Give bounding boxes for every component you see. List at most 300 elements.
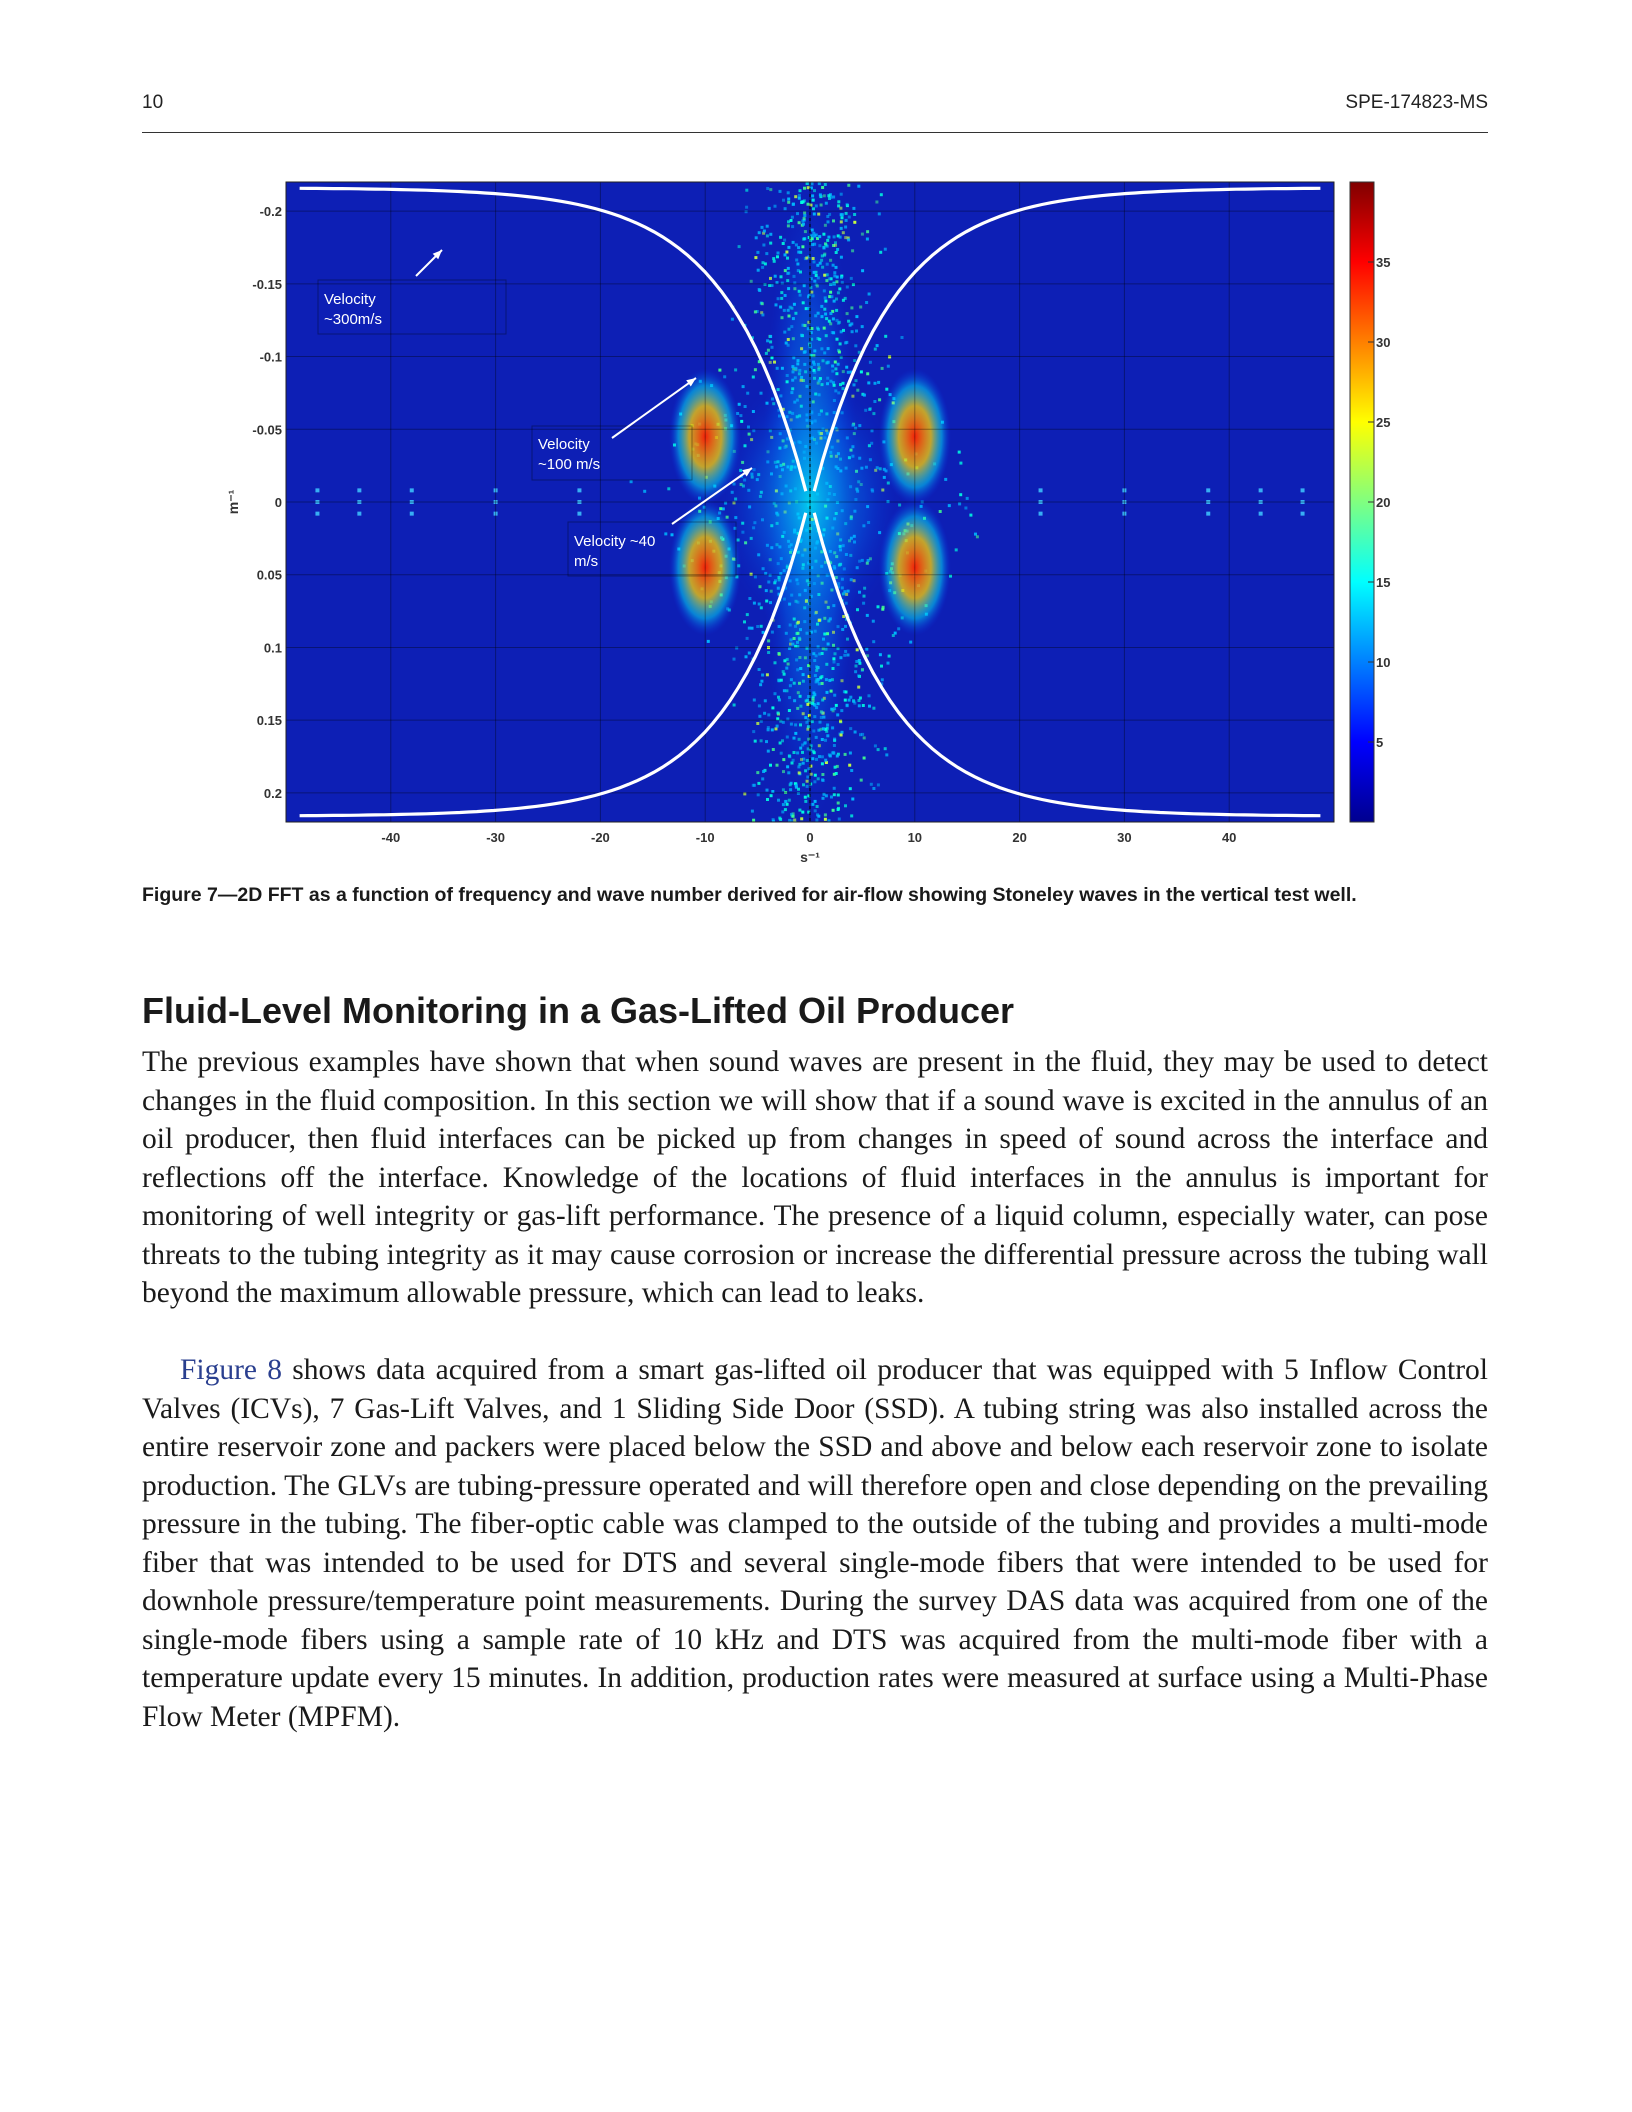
heat-speck: [779, 190, 782, 193]
heat-speck: [799, 667, 802, 670]
heat-speck: [844, 341, 847, 344]
heat-speck: [813, 715, 816, 718]
heat-speck: [839, 656, 842, 659]
heat-speck: [818, 653, 821, 656]
heat-speck: [835, 372, 838, 375]
heat-speck: [835, 704, 838, 707]
heat-speck: [774, 692, 777, 695]
heat-speck: [839, 236, 842, 239]
heat-speck: [816, 264, 819, 267]
heat-speck: [822, 233, 825, 236]
line-feature: [1039, 512, 1043, 516]
heat-speck: [769, 233, 772, 236]
heat-speck: [854, 670, 857, 673]
heat-speck: [894, 632, 897, 635]
heat-speck: [788, 709, 791, 712]
heat-speck: [755, 236, 758, 239]
heat-speck: [797, 246, 800, 249]
heat-speck: [811, 243, 814, 246]
heat-speck: [834, 361, 837, 364]
heat-speck: [798, 197, 801, 200]
heat-speck: [798, 682, 801, 685]
line-feature: [1259, 512, 1263, 516]
heat-speck: [831, 365, 834, 368]
heat-speck: [819, 193, 822, 196]
heat-speck: [842, 370, 845, 373]
line-feature: [357, 488, 361, 492]
heat-speck: [792, 317, 795, 320]
heat-speck: [836, 319, 839, 322]
heat-speck: [866, 614, 869, 617]
heat-speck: [804, 324, 807, 327]
y-tick-label: -0.05: [252, 422, 282, 438]
heat-speck: [757, 782, 760, 785]
heat-speck: [849, 752, 852, 755]
heat-speck: [839, 207, 842, 210]
heat-speck: [804, 769, 807, 772]
heat-speck: [794, 312, 797, 315]
heat-speck: [857, 674, 860, 677]
heat-speck: [773, 361, 776, 364]
heat-speck: [866, 372, 869, 375]
heat-speck: [844, 804, 847, 807]
heat-speck: [814, 674, 817, 677]
line-feature: [577, 512, 581, 516]
heat-speck: [761, 674, 764, 677]
heat-speck: [844, 753, 847, 756]
heat-speck: [844, 699, 847, 702]
heat-speck: [798, 637, 801, 640]
heat-speck: [812, 199, 815, 202]
heat-speck: [832, 219, 835, 222]
heat-speck: [811, 229, 814, 232]
heat-speck: [771, 706, 774, 709]
heat-speck: [844, 625, 847, 628]
heat-speck: [786, 736, 789, 739]
heat-speck: [840, 709, 843, 712]
heat-speck: [825, 244, 828, 247]
heat-speck: [824, 759, 827, 762]
x-tick-label: -30: [486, 830, 505, 845]
heat-speck: [792, 203, 795, 206]
heat-speck: [822, 797, 825, 800]
heat-speck: [769, 340, 772, 343]
heat-speck: [823, 351, 826, 354]
heat-speck: [820, 716, 823, 719]
heat-speck: [867, 381, 870, 384]
heat-speck: [821, 762, 824, 765]
line-feature: [357, 512, 361, 516]
heat-speck: [948, 504, 951, 507]
heat-speck: [767, 726, 770, 729]
heat-speck: [813, 659, 816, 662]
heat-speck: [856, 648, 859, 651]
heat-speck: [852, 207, 855, 210]
heat-speck: [787, 224, 790, 227]
colorbar-tick-label: 5: [1376, 735, 1384, 750]
heat-speck: [752, 819, 755, 822]
heat-speck: [790, 723, 793, 726]
heat-speck: [823, 308, 826, 311]
heat-speck: [746, 613, 749, 616]
heat-speck: [855, 330, 858, 333]
heat-speck: [782, 803, 785, 806]
x-tick-label: 20: [1012, 830, 1027, 845]
heat-speck: [901, 336, 904, 339]
heat-speck: [880, 665, 883, 668]
heat-speck: [813, 213, 816, 216]
heat-speck: [840, 256, 843, 259]
heat-speck: [824, 224, 827, 227]
heat-speck: [838, 351, 841, 354]
heat-speck: [818, 682, 821, 685]
heat-speck: [826, 239, 829, 242]
heat-speck: [812, 294, 815, 297]
heat-speck: [846, 638, 849, 641]
annotation-text: Velocity: [324, 291, 376, 308]
heat-speck: [815, 819, 818, 822]
heat-speck: [735, 647, 738, 650]
heat-speck: [840, 220, 843, 223]
heat-speck: [835, 298, 838, 301]
heat-speck: [841, 216, 844, 219]
heat-speck: [786, 765, 789, 768]
heat-speck: [872, 707, 875, 710]
heat-speck: [796, 263, 799, 266]
heat-speck: [850, 769, 853, 772]
heat-speck: [955, 548, 958, 551]
heat-speck: [822, 716, 825, 719]
heat-speck: [776, 764, 779, 767]
heat-speck: [790, 325, 793, 328]
heat-speck: [974, 533, 977, 536]
heat-speck: [756, 251, 759, 254]
heat-speck: [832, 809, 835, 812]
heat-speck: [777, 712, 780, 715]
heat-speck: [878, 398, 881, 401]
heat-speck: [824, 313, 827, 316]
heat-speck: [748, 627, 751, 630]
heat-speck: [831, 678, 834, 681]
heat-speck: [832, 644, 835, 647]
heat-speck: [799, 723, 802, 726]
heat-speck: [807, 203, 810, 206]
heat-speck: [840, 193, 843, 196]
heat-speck: [816, 813, 819, 816]
paper-id: SPE-174823-MS: [1345, 92, 1488, 113]
heat-speck: [804, 716, 807, 719]
heat-speck: [825, 794, 828, 797]
heat-speck: [833, 235, 836, 238]
heat-speck: [791, 643, 794, 646]
paragraph-2-text: shows data acquired from a smart gas-lifted oil producer that was equipped with 5 Inflow Control Valves (ICVs), 7 Gas-Lift Valves, and 1 Sliding Side Door (SSD). A tubing string was also installed across the entire reservoir zone and packers were placed below the SSD and above and below each reservoir zone to isolate production. The GLVs are tubing-pressure operated and will therefore open and close depending on the prevailing pressure in the tubing. The fiber-optic cable was clamped to the outside of the tubing and provides a multi-mode fiber that was intended to be used for DTS and several single-mode fibers that were intended to be used for downhole pressure/temperature point measurements. During the survey DAS data was acquired from one of the single-mode fibers using a sample rate of 10 kHz and DTS was acquired from the multi-mode fiber with a temperature update every 15 minutes. In addition, production rates were measured at surface using a Multi-Phase Flow Meter (MPFM).: [142, 1354, 1488, 1733]
heat-speck: [802, 238, 805, 241]
heat-speck: [783, 673, 786, 676]
heat-speck: [847, 184, 850, 187]
heat-speck: [787, 246, 790, 249]
heat-speck: [870, 783, 873, 786]
heat-speck: [835, 772, 838, 775]
heat-speck: [799, 705, 802, 708]
heat-speck: [812, 699, 815, 702]
heat-speck: [816, 805, 819, 808]
heat-speck: [803, 363, 806, 366]
paragraph-1: The previous examples have shown that when sound waves are present in the fluid, they may be used to detect changes in the fluid composition. In this section we will show that if a sound wave is excited in the annulus of an oil producer, then fluid interfaces can be picked up from changes in speed of sound across the interface and reflections off the interface. Knowledge of the locations of fluid interfaces in the annulus is important for monitoring of well integrity or gas-lift performance. The presence of a liquid column, especially water, can pose threats to the tubing integrity as it may cause corrosion or increase the differential pressure across the tubing wall beyond the maximum allowable pressure, which can lead to leaks.: [142, 1046, 1488, 1309]
heat-speck: [784, 294, 787, 297]
heat-speck: [795, 243, 798, 246]
heat-speck: [797, 359, 800, 362]
heat-speck: [766, 798, 769, 801]
heat-speck: [813, 349, 816, 352]
heat-speck: [846, 286, 849, 289]
heat-speck: [803, 211, 806, 214]
heat-speck: [798, 738, 801, 741]
heat-speck: [964, 507, 967, 510]
heat-speck: [783, 309, 786, 312]
heat-speck: [785, 251, 788, 254]
annotation-text: ~300m/s: [324, 311, 382, 328]
heat-speck: [874, 382, 877, 385]
heat-speck: [777, 799, 780, 802]
heat-speck: [882, 606, 885, 609]
heat-speck: [865, 301, 868, 304]
heat-speck: [851, 798, 854, 801]
heat-speck: [779, 742, 782, 745]
heat-speck: [837, 200, 840, 203]
heat-speck: [825, 663, 828, 666]
heat-speck: [795, 259, 798, 262]
heat-speck: [804, 656, 807, 659]
heat-speck: [825, 202, 828, 205]
heat-speck: [832, 657, 835, 660]
heat-speck: [753, 699, 756, 702]
heat-speck: [881, 367, 884, 370]
y-tick-label: 0.15: [256, 713, 282, 729]
heat-speck: [851, 330, 854, 333]
heat-speck: [885, 388, 888, 391]
line-feature: [1259, 488, 1263, 492]
heat-speck: [821, 315, 824, 318]
heat-speck: [796, 707, 799, 710]
heat-speck: [786, 257, 789, 260]
heat-speck: [837, 794, 840, 797]
heat-speck: [817, 337, 820, 340]
heat-speck: [845, 366, 848, 369]
heat-speck: [754, 740, 757, 743]
heat-speck: [788, 315, 791, 318]
line-feature: [315, 512, 319, 516]
heat-speck: [828, 320, 831, 323]
heat-speck: [853, 221, 856, 224]
heat-speck: [768, 284, 771, 287]
heat-speck: [787, 272, 790, 275]
heat-speck: [743, 620, 746, 623]
heat-speck: [849, 696, 852, 699]
heat-speck: [796, 641, 799, 644]
heat-speck: [806, 780, 809, 783]
heat-speck: [723, 375, 726, 378]
heat-speck: [758, 715, 761, 718]
heat-speck: [877, 381, 880, 384]
heat-speck: [847, 654, 850, 657]
heat-speck: [802, 762, 805, 765]
annotation-text: Velocity ~40: [574, 533, 656, 550]
heat-speck: [800, 334, 803, 337]
heat-speck: [803, 742, 806, 745]
heat-speck: [835, 309, 838, 312]
heat-speck: [849, 787, 852, 790]
heat-speck: [855, 315, 858, 318]
heat-speck: [823, 254, 826, 257]
heat-speck: [817, 777, 820, 780]
colorbar-tick-label: 30: [1376, 335, 1391, 350]
heat-speck: [745, 189, 748, 192]
heat-speck: [784, 800, 787, 803]
heat-speck: [738, 245, 741, 248]
heat-speck: [787, 201, 790, 204]
heat-speck: [847, 238, 850, 241]
heat-speck: [784, 269, 787, 272]
heat-speck: [792, 370, 795, 373]
heat-speck: [764, 699, 767, 702]
page-number: 10: [142, 92, 164, 113]
heat-speck: [966, 497, 969, 500]
heat-speck: [797, 632, 800, 635]
heat-speck: [783, 331, 786, 334]
heat-speck: [806, 776, 809, 779]
heat-speck: [790, 638, 793, 641]
heat-speck: [765, 740, 768, 743]
heat-speck: [758, 288, 761, 291]
heat-speck: [881, 678, 884, 681]
heat-speck: [846, 704, 849, 707]
heat-speck: [769, 764, 772, 767]
heat-speck: [751, 627, 754, 630]
heat-speck: [786, 658, 789, 661]
heat-speck: [857, 185, 860, 188]
heat-speck: [850, 277, 853, 280]
heat-speck: [738, 403, 741, 406]
heat-speck: [838, 818, 841, 821]
heat-speck: [812, 207, 815, 210]
heat-speck: [785, 632, 788, 635]
heat-speck: [876, 344, 879, 347]
heat-speck: [959, 493, 962, 496]
heat-speck: [789, 306, 792, 309]
heat-speck: [784, 207, 787, 210]
heat-speck: [818, 182, 821, 185]
heat-speck: [832, 751, 835, 754]
figure-caption: Figure 7—2D FFT as a function of frequency and wave number derived for air-flow showing Stoneley waves in the vertical test well.: [142, 884, 1357, 906]
heat-speck: [836, 713, 839, 716]
heat-speck: [815, 758, 818, 761]
heat-speck: [832, 667, 835, 670]
heat-speck: [630, 480, 633, 483]
heat-speck: [758, 231, 761, 234]
heat-speck: [773, 260, 776, 263]
heat-speck: [866, 238, 869, 241]
heat-speck: [793, 819, 796, 822]
figure-8-link[interactable]: Figure 8: [180, 1354, 283, 1386]
fft-heatmap-chart: [220, 170, 1410, 870]
heat-speck: [840, 213, 843, 216]
heat-speck: [790, 678, 793, 681]
heat-speck: [844, 650, 847, 653]
y-tick-label: -0.1: [259, 349, 282, 365]
heat-speck: [814, 774, 817, 777]
heat-speck: [860, 779, 863, 782]
colorbar: [1350, 182, 1390, 822]
heat-speck: [837, 291, 840, 294]
heat-speck: [793, 637, 796, 640]
heat-speck: [829, 259, 832, 262]
heat-speck: [833, 793, 836, 796]
heat-speck: [849, 324, 852, 327]
heat-speck: [769, 242, 772, 245]
heat-speck: [825, 648, 828, 651]
heat-speck: [827, 347, 830, 350]
heat-speck: [861, 668, 864, 671]
heat-speck: [802, 223, 805, 226]
heat-speck: [804, 350, 807, 353]
heat-speck: [774, 275, 777, 278]
heat-speck: [803, 214, 806, 217]
heat-speck: [797, 691, 800, 694]
heat-speck: [778, 698, 781, 701]
heat-speck: [858, 704, 861, 707]
heat-speck: [824, 813, 827, 816]
heat-speck: [752, 784, 755, 787]
line-feature: [1301, 512, 1305, 516]
heat-speck: [857, 686, 860, 689]
heat-speck: [798, 771, 801, 774]
heat-speck: [877, 783, 880, 786]
heat-speck: [814, 704, 817, 707]
heat-speck: [805, 257, 808, 260]
heat-speck: [794, 367, 797, 370]
heat-speck: [848, 699, 851, 702]
heat-speck: [847, 371, 850, 374]
heat-speck: [816, 327, 819, 330]
heat-speck: [863, 757, 866, 760]
heat-speck: [824, 300, 827, 303]
heat-speck: [798, 809, 801, 812]
heat-speck: [788, 696, 791, 699]
heat-speck: [833, 738, 836, 741]
heat-speck: [813, 751, 816, 754]
heat-speck: [744, 405, 747, 408]
heat-speck: [839, 342, 842, 345]
heat-speck: [818, 235, 821, 238]
heat-speck: [757, 269, 760, 272]
heat-speck: [826, 727, 829, 730]
heat-speck: [827, 194, 830, 197]
heat-speck: [827, 220, 830, 223]
heat-speck: [792, 337, 795, 340]
heat-speck: [821, 711, 824, 714]
heat-speck: [788, 819, 791, 822]
heat-speck: [775, 303, 778, 306]
colorbar-tick-label: 15: [1376, 575, 1391, 590]
heat-speck: [802, 712, 805, 715]
heat-speck: [860, 370, 863, 373]
heat-speck: [787, 198, 790, 201]
heat-speck: [804, 796, 807, 799]
heat-speck: [861, 233, 864, 236]
heat-speck: [833, 271, 836, 274]
heat-speck: [793, 751, 796, 754]
heat-speck: [843, 654, 846, 657]
